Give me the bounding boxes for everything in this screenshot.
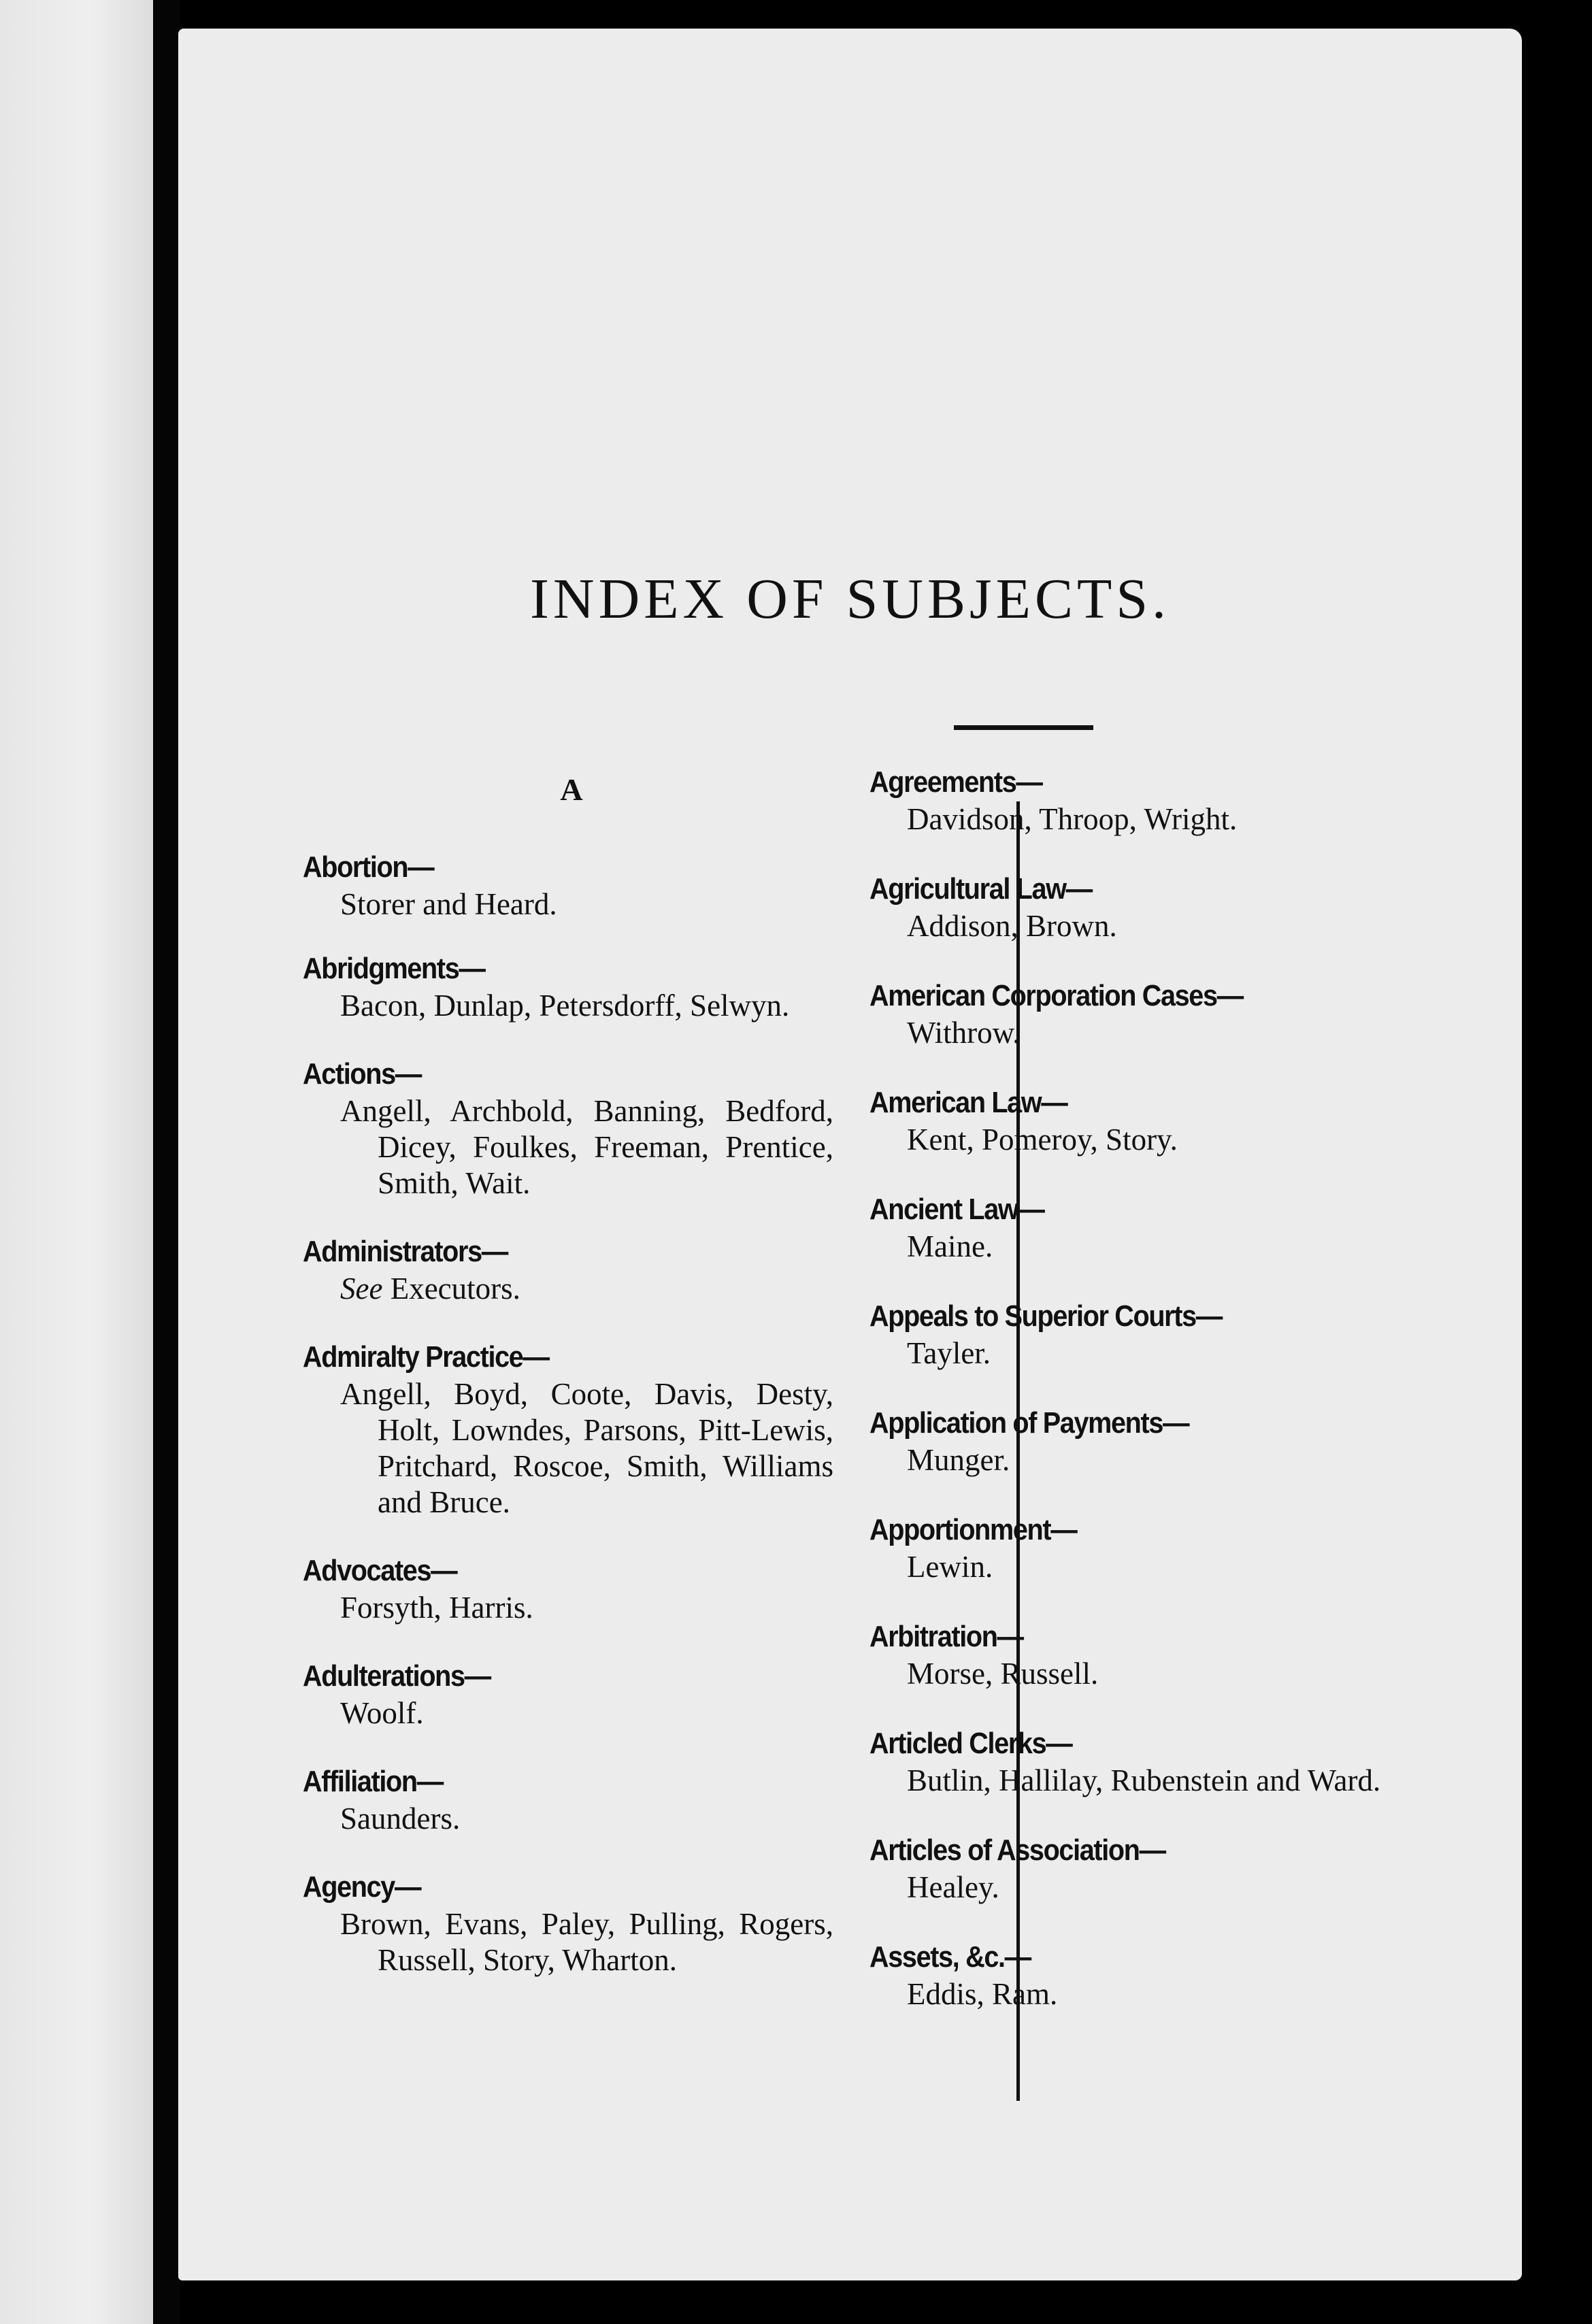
index-entry	[303, 1233, 833, 1307]
entry-heading: Agricultural Law—	[869, 872, 1092, 906]
index-entry	[303, 950, 833, 1024]
entry-heading: Articles of Association—	[869, 1833, 1165, 1867]
index-entry	[303, 1338, 833, 1521]
cross-reference: Executors.	[390, 1272, 520, 1306]
index-entry	[869, 1511, 1387, 1585]
entry-heading: Abortion—	[303, 850, 434, 884]
index-entry	[869, 1297, 1387, 1372]
entry-heading: American Law—	[869, 1086, 1067, 1119]
book-gutter	[153, 0, 180, 2324]
entry-heading: Ancient Law—	[869, 1193, 1044, 1226]
index-entry	[869, 1725, 1387, 1799]
entry-authors: Davidson, Throop, Wright.	[907, 802, 1238, 836]
see-reference: See	[340, 1272, 383, 1306]
entry-heading: Articled Clerks—	[869, 1727, 1072, 1760]
entry-heading: Advocates—	[303, 1554, 457, 1587]
entry-authors: Angell, Archbold, Banning, Bedford, Dicey, Foulkes, Freeman, Prentice, Smith, Wait.	[340, 1094, 833, 1200]
index-entry	[869, 763, 1387, 837]
entry-authors: Maine.	[907, 1229, 993, 1263]
entry-authors: Brown, Evans, Paley, Pulling, Rogers, Russell, Story, Wharton.	[340, 1907, 833, 1977]
page-title: INDEX OF SUBJECTS.	[529, 567, 1171, 631]
entry-heading: Affiliation—	[303, 1765, 443, 1798]
entry-authors: Woolf.	[340, 1696, 424, 1730]
section-letter: A	[560, 772, 583, 807]
index-entry	[303, 1055, 833, 1201]
entry-heading: Actions—	[303, 1057, 422, 1091]
entry-authors	[303, 1271, 833, 1307]
index-entry	[303, 1868, 833, 1978]
index-entry	[303, 848, 833, 923]
entry-authors: Bacon, Dunlap, Petersdorff, Selwyn.	[340, 989, 790, 1023]
index-entry	[869, 870, 1387, 944]
entry-authors: Kent, Pomeroy, Story.	[907, 1123, 1178, 1157]
entry-heading: Assets, &c.—	[869, 1940, 1031, 1974]
entry-authors: Withrow.	[907, 1016, 1021, 1050]
entry-authors: Addison, Brown.	[907, 909, 1117, 943]
index-column-left	[303, 763, 833, 2010]
entry-authors: Morse, Russell.	[907, 1657, 1099, 1691]
entry-heading: Adulterations—	[303, 1659, 491, 1693]
facing-page-edge	[0, 0, 153, 2324]
entry-authors: Storer and Heard.	[340, 887, 557, 921]
entry-heading: Agency—	[303, 1870, 421, 1904]
index-entry	[869, 1938, 1387, 2012]
entry-heading: Arbitration—	[869, 1620, 1023, 1653]
entry-heading: Abridgments—	[303, 952, 485, 985]
entry-heading: American Corporation Cases—	[869, 979, 1243, 1012]
entry-authors: Tayler.	[907, 1336, 991, 1370]
entry-heading: Appeals to Superior Courts—	[869, 1299, 1223, 1333]
entry-authors: Angell, Boyd, Coote, Davis, Desty, Holt, Lowndes, Parsons, Pitt-Lewis, Pritchard, Roscoe, Smith, Williams and Bruce.	[340, 1377, 833, 1519]
index-entry	[869, 1831, 1387, 1906]
index-entry	[869, 1404, 1387, 1478]
entry-authors: Saunders.	[340, 1802, 461, 1836]
entry-authors: Healey.	[907, 1870, 999, 1904]
entry-authors: Forsyth, Harris.	[340, 1591, 533, 1625]
index-entry	[869, 977, 1387, 1051]
entry-authors: Lewin.	[907, 1550, 993, 1584]
entry-heading: Apportionment—	[869, 1513, 1077, 1546]
entry-authors: Eddis, Ram.	[907, 1977, 1058, 2011]
title-rule	[954, 725, 1093, 730]
entry-heading: Administrators—	[303, 1235, 508, 1268]
entry-authors: Munger.	[907, 1443, 1010, 1477]
index-entry	[869, 1618, 1387, 1692]
index-entry	[869, 1084, 1387, 1158]
index-entry	[303, 1552, 833, 1626]
index-column-right	[869, 763, 1387, 2045]
index-entry	[303, 1763, 833, 1837]
entry-heading: Admiralty Practice—	[303, 1340, 549, 1374]
index-entry	[303, 1657, 833, 1731]
index-entry	[869, 1191, 1387, 1265]
entry-heading: Agreements—	[869, 765, 1042, 799]
entry-authors: Butlin, Hallilay, Rubenstein and Ward.	[907, 1763, 1381, 1797]
entry-heading: Application of Payments—	[869, 1406, 1189, 1440]
